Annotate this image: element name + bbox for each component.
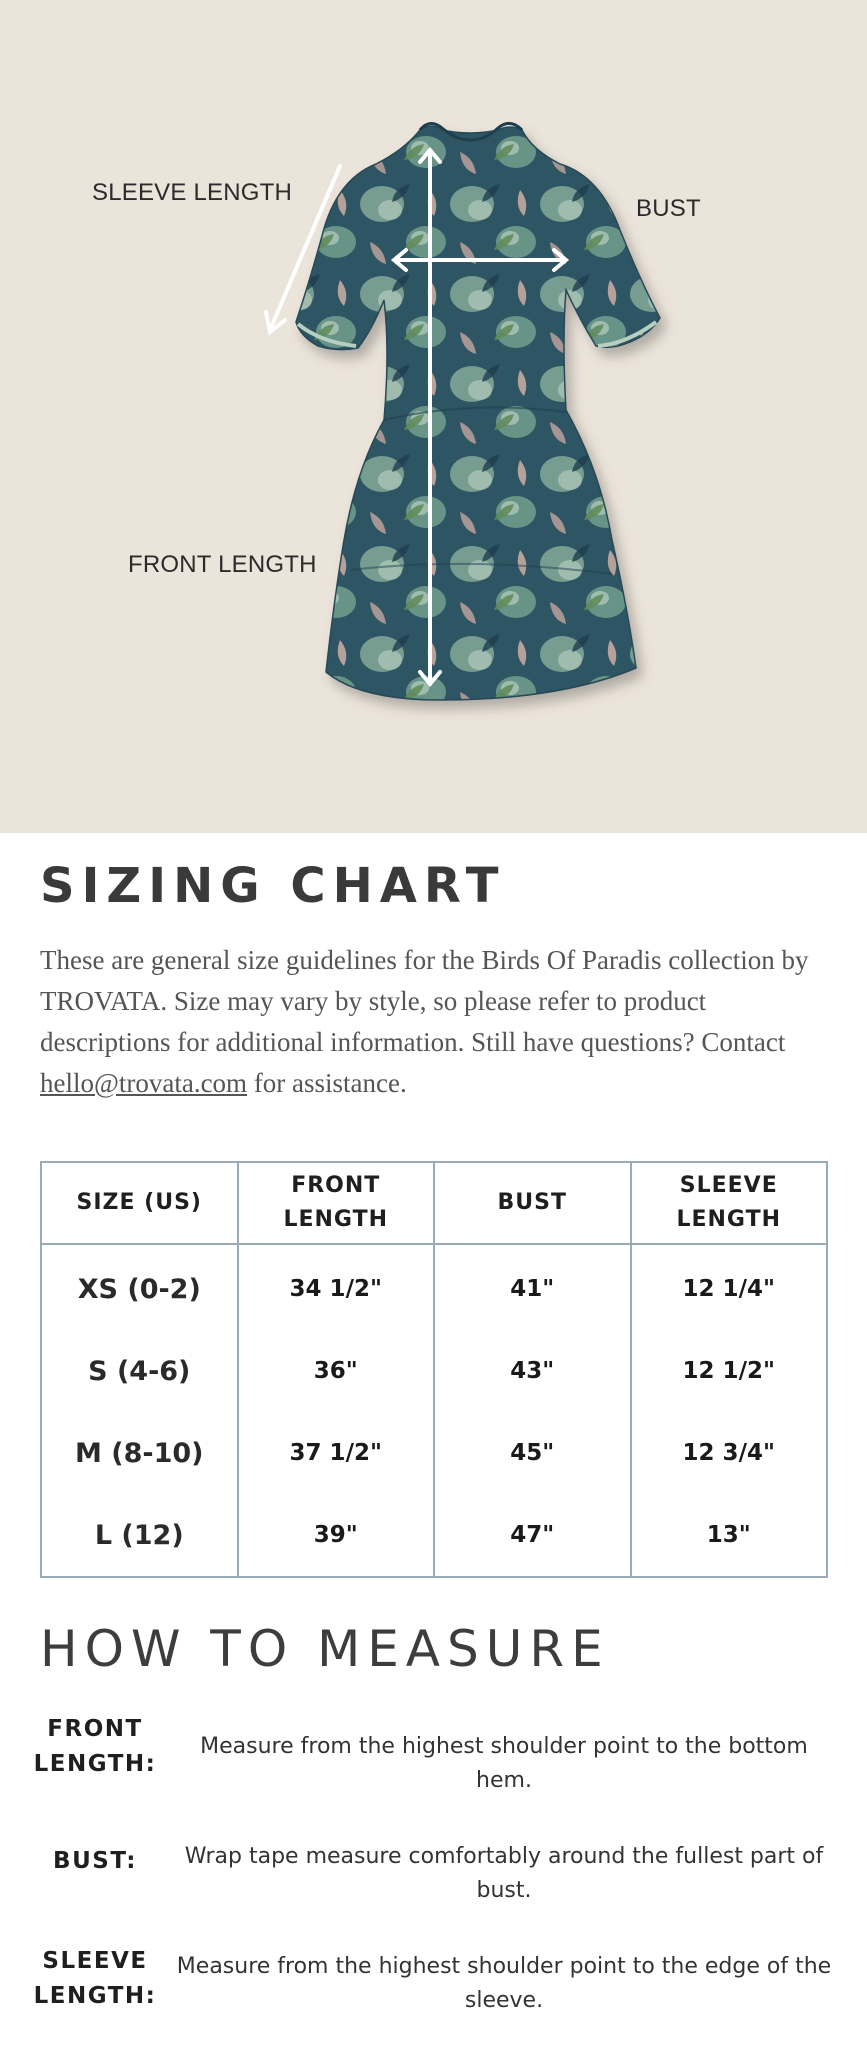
bust-cell: 41" (434, 1244, 631, 1330)
sizing-intro (40, 940, 840, 1104)
header-size (41, 1162, 238, 1244)
front-length-cell: 34 1/2" (238, 1244, 435, 1330)
table-row (41, 1494, 827, 1577)
header-size-label: SIZE (US) (76, 1190, 202, 1215)
size-table (40, 1161, 828, 1578)
email-link[interactable]: hello@trovata.com (40, 1068, 248, 1098)
header-sleeve-line1: SLEEVE (679, 1173, 778, 1198)
sleeve-length-label: SLEEVE LENGTH (92, 179, 293, 206)
sleeve-length-cell: 13" (631, 1494, 828, 1577)
size-cell: M (8-10) (41, 1412, 238, 1494)
table-row (41, 1412, 827, 1494)
measure-term (20, 1944, 170, 2014)
measure-term-line1: SLEEVE (42, 1948, 148, 1974)
size-cell: XS (0-2) (41, 1244, 238, 1330)
measure-term (20, 1712, 170, 1782)
header-sleeve-length (631, 1162, 828, 1244)
measure-description: Measure from the highest shoulder point to the bottom hem. (200, 1734, 808, 1793)
front-length-cell: 36" (238, 1330, 435, 1412)
header-bust-label: BUST (497, 1190, 567, 1215)
bust-label: BUST (636, 195, 701, 222)
table-header-row (41, 1162, 827, 1244)
intro-text: These are general size guidelines for the Birds Of Paradis collection by TROVATA. Size may vary by style, so please refer to product descriptions for additional information. Still have questions? Contact (40, 945, 809, 1057)
header-sleeve-line2: LENGTH (676, 1207, 782, 1232)
front-length-label: FRONT LENGTH (128, 551, 317, 578)
intro-text-end: for assistance. (247, 1068, 407, 1098)
size-cell: L (12) (41, 1494, 238, 1577)
sleeve-length-cell: 12 1/2" (631, 1330, 828, 1412)
measure-description: Measure from the highest shoulder point to the edge of the sleeve. (176, 1954, 832, 2013)
measure-term (20, 1844, 170, 1879)
measure-term-line1: BUST: (53, 1848, 137, 1874)
sleeve-length-cell: 12 1/4" (631, 1244, 828, 1330)
how-to-measure-title: HOW TO MEASURE (40, 1620, 610, 1678)
front-length-cell: 37 1/2" (238, 1412, 435, 1494)
measure-term-line2: LENGTH: (33, 1983, 157, 2009)
measure-description: Wrap tape measure comfortably around the fullest part of bust. (184, 1844, 824, 1903)
sleeve-length-cell: 12 3/4" (631, 1412, 828, 1494)
bust-cell: 45" (434, 1412, 631, 1494)
table-row (41, 1330, 827, 1412)
header-front-line1: FRONT (291, 1173, 381, 1198)
floral-dress-image (0, 0, 867, 833)
table-row (41, 1244, 827, 1330)
hero-section (0, 0, 867, 833)
header-bust (434, 1162, 631, 1244)
header-front-length (238, 1162, 435, 1244)
measure-term-line1: FRONT (47, 1716, 143, 1742)
sizing-chart-title: SIZING CHART (40, 858, 506, 914)
front-length-cell: 39" (238, 1494, 435, 1577)
header-front-line2: LENGTH (283, 1207, 389, 1232)
bust-cell: 43" (434, 1330, 631, 1412)
size-cell: S (4-6) (41, 1330, 238, 1412)
bust-cell: 47" (434, 1494, 631, 1577)
measure-term-line2: LENGTH: (33, 1751, 157, 1777)
